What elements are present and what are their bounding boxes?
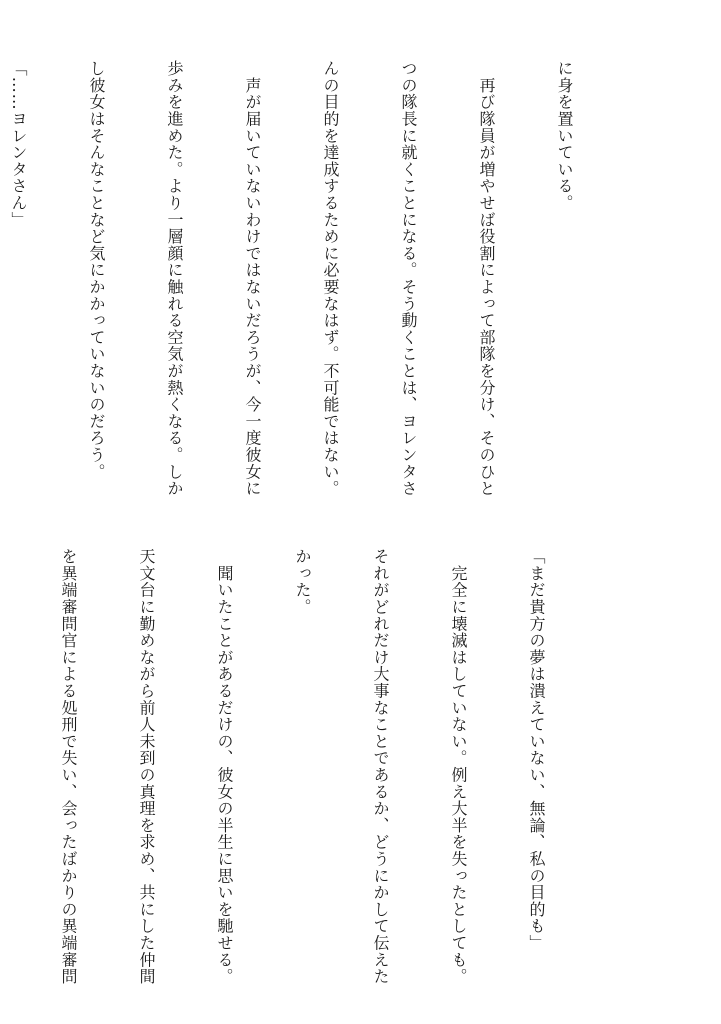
text-column: 声が届いていないわけではないだろうが、今一度彼女に: [243, 60, 262, 497]
text-column: 完全に壊滅はしていない。例え大半を失ったとしても。: [449, 548, 468, 985]
text-column: かった。: [293, 548, 312, 616]
text-column: 天文台に勤めながら前人未到の真理を求め、共にした仲間: [137, 548, 156, 985]
text-block-top: [0, 60, 629, 497]
text-column: 歩みを進めた。より一層顔に触れる空気が熱くなる。しか: [165, 60, 184, 497]
text-column: それがどれだけ大事なことであるか、どうにかして伝えた: [371, 548, 390, 985]
text-column: 再び隊員が増やせば役割によって部隊を分け、そのひと: [477, 60, 496, 497]
text-column: つの隊長に就くことになる。そう動くことは、ヨレンタさ: [399, 60, 418, 497]
text-column: し彼女はそんなことなど気にかかっていないのだろう。: [87, 60, 106, 480]
text-block-bottom: [0, 548, 601, 985]
text-column: 聞いたことがあるだけの、彼女の半生に思いを馳せる。: [215, 548, 234, 985]
text-column: に身を置いている。: [555, 60, 574, 212]
text-column: 「……ヨレンタさん」: [9, 60, 28, 228]
text-column: を異端審問官による処刑で失い、会ったばかりの異端審問: [59, 548, 78, 985]
text-column: 「まだ貴方の夢は潰えていない、無論、私の目的も」: [527, 548, 546, 952]
text-column: [0, 548, 3, 978]
text-column: んの目的を達成するために必要なはず。不可能ではない。: [321, 60, 340, 497]
